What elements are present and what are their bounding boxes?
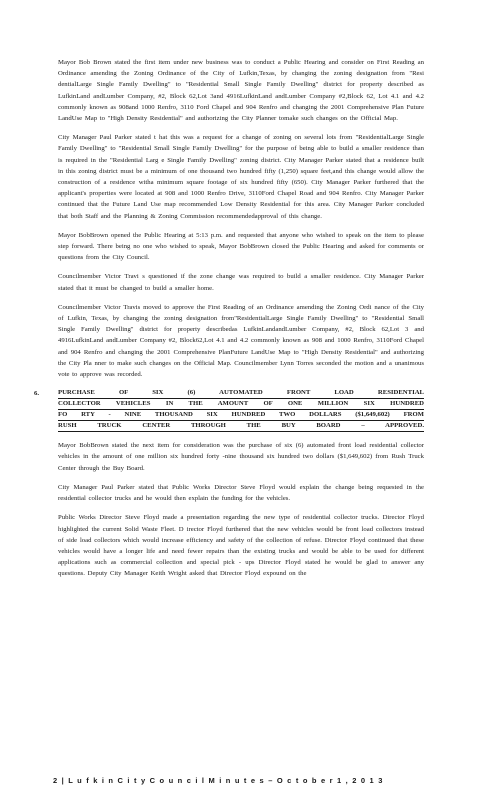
agenda-item-number: 6. — [34, 390, 40, 398]
agenda-item-heading — [34, 388, 424, 432]
minutes-body — [34, 57, 424, 588]
agenda-item-line: PURCHASE OF SIX (6) AUTOMATED FRONT LOAD RESIDENTIAL — [58, 388, 424, 399]
paragraph-city-manager-funding: City Manager Paul Parker stated that Public Works Director Steve Floyd would explain the change being requested in the residential collector trucks and he would then explain the funding for the vehicles. — [58, 483, 424, 503]
paragraph-public-hearing-intro: Mayor Bob Brown stated the first item under new business was to conduct a Public Hearing and consider on First Reading an Ordinance amending the Zoning Ordinance of the City of Lufkin,Texas, by changing the zoning designation from "Resi dentialLarge Single Family Dwelling" to "Residential Small Single Family Dwelling" district for property described as LufkinLand andLumber Company, #2, Block 62,Lot 3and 4916LufkinLand andLumber Company #2,Block 62, Lot 4.1 and 4.2 commonly known as 908and 1000 Renfro, 3110 Ford Chapel and 904 Renfro and changing the 2001 Comprehensive Plan Future LandUse Map to "High Density Residential" and authorizing the City Planner tomake such changes on the Official Map. — [58, 59, 424, 123]
paragraph-councilmember-question: Councilmember Victor Travi s questioned if the zone change was required to build a smaller residence. City Manager Parker stated that it must be changed to build a smaller home. — [58, 273, 424, 292]
paragraph-motion-approved: Councilmember Victor Travis moved to approve the First Reading of an Ordinance amending the Zoning Ordi nance of the City of Lufkin, Texas, by changing the zoning designation from"ResidentialLarge Single Family Dwelling" to "Residential Small Single Family Dwelling" district for property describedas LufkinLandandLumber Company, #2, Block 62,Lot 3 and 4916LufkinLand andLumber Company #2, Block62,Lot 4.1 and 4.2 commonly known as 908 and 1000 Renfro, 3110Ford Chapel and 904 Renfro and changing the 2001 Comprehensive PlanFuture LandUse Map to "High Density Residential" and authorizing the City Pla nner to make such changes on the Official Map. Councilmember Lynn Torres seconded the motion and a unanimous vote to approve was recorded. — [58, 303, 424, 379]
paragraph-purchase-intro: Mayor BobBrown stated the next item for consideration was the purchase of six (6) automated front load residential collector vehicles in the amount of one million six hundred forty -nine thousand six hundred two dollars ($1,649,602) from Rush Truck Center through the Buy Board. — [58, 442, 424, 472]
agenda-item-line: FO RTY - NINE THOUSAND SIX HUNDRED TWO DOLLARS ($1,649,602) FROM — [58, 410, 424, 421]
paragraph-public-works-presentation: Public Works Director Steve Floyd made a presentation regarding the new type of residential collector trucks. Director Floyd highlighted the current Solid Waste Fleet. D irector Floyd furthered that the new vehicles would be front load collectors instead of side load collectors which would increase efficiency and safety of the collection of refuse. Director Floyd continued that these vehicles would have a longer life and need fewer repairs than the existing trucks and would be able to be used for different applications such as commercial collection and special pick - ups Director Floyd stated he would be glad to answer any questions. Deputy City Manager Keith Wright asked that Director Floyd expound on the — [58, 514, 424, 578]
page-footer: 2 | L u f k i n C i t y C o u n c i l M i n u t e s – O c t o b e r 1 , 2 0 1 3 — [53, 776, 384, 785]
paragraph-city-manager-explanation: City Manager Paul Parker stated t hat this was a request for a change of zoning on several lots from "ResidentialLarge Single Family Dwelling" to "Residential Small Single Family Dwelling" for the purpose of being able to build a smaller residence than is required in the "Residential Larg e Single Family Dwelling" zoning district. City Manager Parker stated that a residence built in this zoning district must be a minimum of one thousand two hundred fifty (1,250) square feet,and this change would allow the construction of a residence witha minimum square footage of six hundred fifty (650). City Manager Parker furthered that the applicant's properties were located at 908 and 1000 Renfro Drive, 3110Ford Chapel Road and 904 Renfro. City Manager Parker continued that the Future Land Use map recommended Low Density Residential for this area. City Manager Parker concluded that both Staff and the Planning & Zoning Commission recommendedapproval of this change. — [58, 134, 424, 220]
agenda-item-line: COLLECTOR VEHICLES IN THE AMOUNT OF ONE MILLION SIX HUNDRED — [58, 399, 424, 410]
agenda-item-line: RUSH TRUCK CENTER THROUGH THE BUY BOARD – APPROVED. — [58, 421, 424, 432]
paragraph-public-hearing-opened: Mayor BobBrown opened the Public Hearing at 5:13 p.m. and requested that anyone who wished to speak on the item to please step forward. There being no one who wished to speak, Mayor BobBrown closed the Public Hearing and asked for comments or questions from the City Council. — [58, 231, 424, 262]
